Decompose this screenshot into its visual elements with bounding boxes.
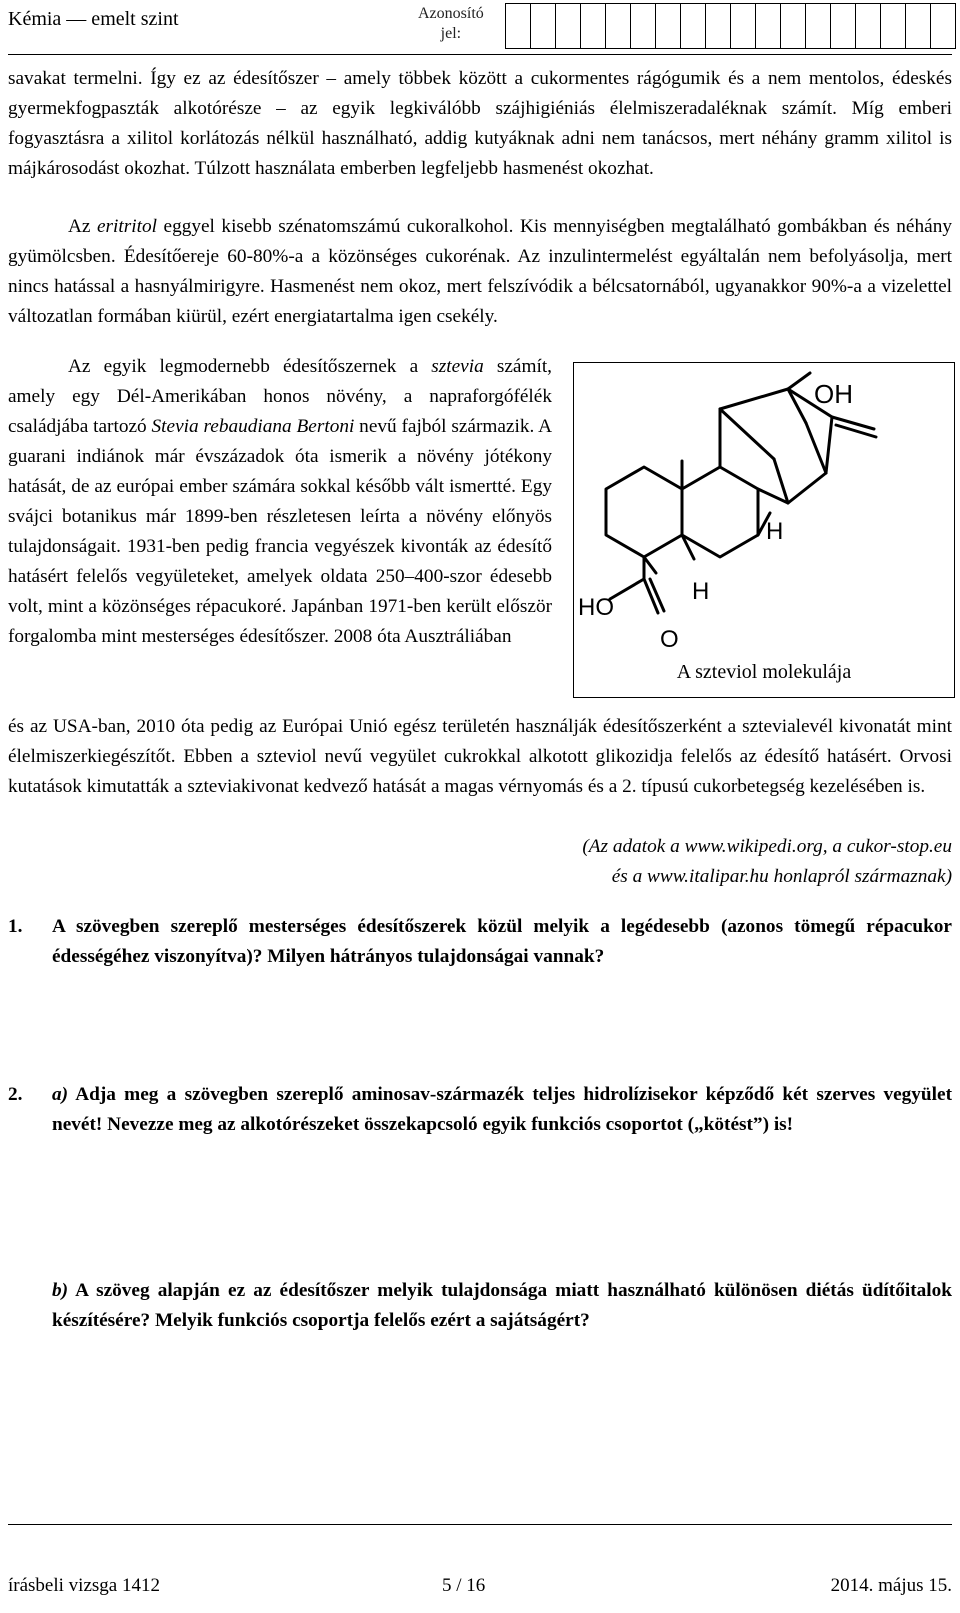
id-box[interactable] <box>605 3 631 49</box>
intro-paragraph <box>8 64 952 184</box>
id-label-line2: jel: <box>440 25 462 42</box>
steviol-figure <box>573 362 955 698</box>
question-1-text: A szövegben szereplő mesterséges édesítőszerek közül melyik a legédesebb (azonos tömegű répacukor édességéhez viszonyítva)? Milyen hátrányos tulajdonságai vannak? <box>52 916 952 967</box>
id-box[interactable] <box>580 3 606 49</box>
label-h-lower: H <box>692 578 710 605</box>
stevia-p3: nevű fajból származik. A guarani indiánok már évszázadok óta ismerik a növény jótékony hatását, de az európai ember számára sokkal később vált ismertté. Egy svájci botanikus már 1899-ben részletesen leírta a növény előnyös tulajdonságait. 1931-ben pedig francia vegyészek kivonták az édesítő hatásért felelős vegyületeket, amelyek oldata 250–400-szor édesebb volt, mint a közönséges répacukoré. Japánban 1971-ben került először forgalomba mint mesterséges édesítőszer. 2008 óta Ausztráliában <box>8 416 552 647</box>
footer-date: 2014. május 15. <box>830 1575 952 1596</box>
id-box[interactable] <box>805 3 831 49</box>
footer-divider <box>8 1524 952 1525</box>
question-2b <box>8 1276 952 1336</box>
stevia-term: sztevia <box>431 356 484 377</box>
question-2a-text: Adja meg a szövegben szereplő aminosav-származék teljes hidrolízisekor képződő két szerves vegyület nevét! Nevezze meg az alkotórészeket összekapcsoló egyik funkciós csoportot („kötést”) is! <box>52 1084 952 1135</box>
id-box[interactable] <box>630 3 656 49</box>
stevia-continuation <box>8 712 952 802</box>
stevia-paragraph <box>8 352 552 652</box>
question-2a <box>8 1080 952 1140</box>
id-box[interactable] <box>780 3 806 49</box>
id-box[interactable] <box>755 3 781 49</box>
id-box[interactable] <box>555 3 581 49</box>
source-citation <box>582 832 952 892</box>
label-ho: HO <box>578 594 614 621</box>
id-box[interactable] <box>505 3 531 49</box>
header-divider <box>8 54 952 55</box>
id-box[interactable] <box>655 3 681 49</box>
id-box[interactable] <box>930 3 956 49</box>
subject-title: Kémia — emelt szint <box>8 8 179 30</box>
eritritol-prefix: Az <box>68 216 97 237</box>
question-1 <box>8 912 952 972</box>
id-box[interactable] <box>905 3 931 49</box>
eritritol-paragraph <box>8 212 952 332</box>
question-2b-label: b) <box>52 1280 69 1301</box>
id-box[interactable] <box>730 3 756 49</box>
stevia-p2: számít, amely egy Dél-Amerikában honos növény, a napraforgófélék családjába tartozó <box>8 356 553 437</box>
question-2-number: 2. <box>8 1084 23 1105</box>
id-box[interactable] <box>530 3 556 49</box>
source-line1: (Az adatok a www.wikipedi.org, a cukor-stop.eu <box>582 836 952 857</box>
page-header <box>8 0 952 52</box>
id-label <box>418 4 484 44</box>
source-line2: és a www.italipar.hu honlapról származnak) <box>611 866 952 887</box>
eritritol-text: eggyel kisebb szénatomszámú cukoralkohol. Kis mennyiségben megtalálható gombákban és néhány gyümölcsben. Édesítőereje 60-80%-a a közönséges cukorénak. Az inzulintermelést egyáltalán nem befolyásolja, mert nincs hatással a hasnyálmirigyre. Hasmenést nem okoz, mert felszívódik a bélcsatornából, ugyanakkor 90%-a a vizelettel változatlan formában kiürül, ezért energiatartalma igen csekély. <box>8 216 952 327</box>
id-box[interactable] <box>830 3 856 49</box>
question-2b-text: A szöveg alapján ez az édesítőszer melyik tulajdonsága miatt használható különösen diétás üdítőitalok készítésére? Melyik funkciós csoportja felelős ezért a sajátságért? <box>52 1280 952 1331</box>
steviol-structure-diagram <box>574 363 954 697</box>
eritritol-term: eritritol <box>97 216 157 237</box>
stevia-continuation-text: és az USA-ban, 2010 óta pedig az Európai Unió egész területén használják édesítőszerként a sztevialevél kivonatát mint élelmiszerkiegészítőt. Ebben a szteviol nevű vegyület cukrokkal alkotott glikozidja felelős az édesítő hatásért. Orvosi kutatások kimutatták a szteviakivonat kedvező hatását a magas vérnyomás és a 2. típusú cukorbetegség kezelésében is. <box>8 716 952 797</box>
id-box[interactable] <box>680 3 706 49</box>
id-box[interactable] <box>855 3 881 49</box>
id-box[interactable] <box>880 3 906 49</box>
label-oh: OH <box>814 379 853 409</box>
stevia-species: Stevia rebaudiana Bertoni <box>151 416 355 437</box>
question-2a-label: a) <box>52 1084 69 1105</box>
figure-caption: A szteviol molekulája <box>676 661 852 683</box>
id-boxes <box>506 3 956 49</box>
label-h-upper: H <box>766 518 784 545</box>
intro-text: savakat termelni. Így ez az édesítőszer – amely többek között a cukormentes rágógumik és a nem mentolos, édeskés gyermekfogpaszták alkotórésze – az egyik legkiválóbb szájhigiéniás élelmiszeradaléknak számít. Míg emberi fogyasztásra a xilitol korlátozás nélkül használható, addig kutyáknak adni nem tanácsos, mert néhány gramm xilitol is májkárosodást okozhat. Túlzott használata emberben legfeljebb hasmenést okozhat. <box>8 68 952 179</box>
footer-exam: írásbeli vizsga 1412 <box>8 1575 160 1596</box>
label-o: O <box>660 626 679 653</box>
id-box[interactable] <box>705 3 731 49</box>
question-1-number: 1. <box>8 916 23 937</box>
stevia-p1: Az egyik legmodernebb édesítőszernek a <box>68 356 432 377</box>
footer-page-number: 5 / 16 <box>442 1575 486 1596</box>
id-label-line1: Azonosító <box>418 5 484 22</box>
